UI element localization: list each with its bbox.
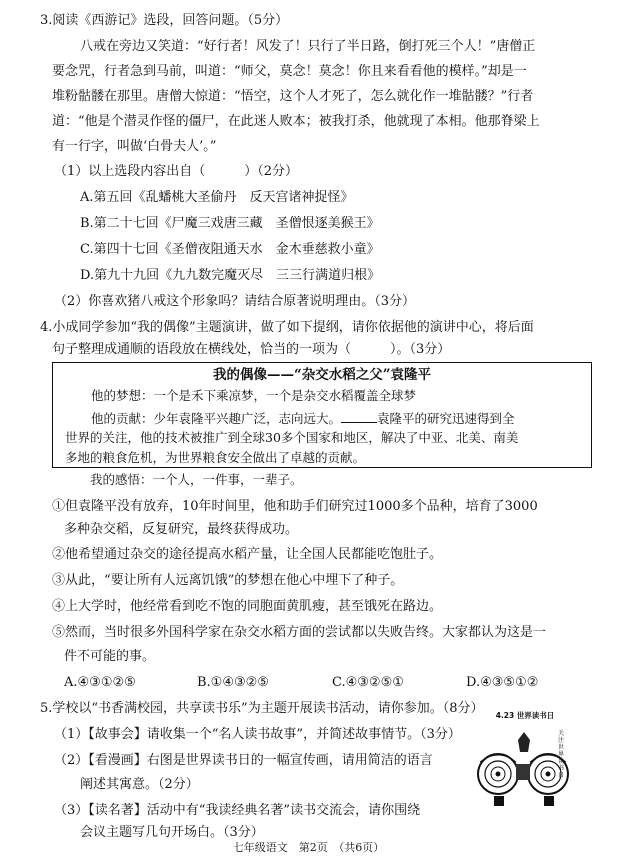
outline-feeling: 我的感悟：一个人，一件事，一辈子。	[90, 472, 303, 487]
outline-contribution-b: 袁隆平的研究迅速得到全	[377, 411, 515, 426]
page-footer: 七年级语文 第2页 （共6页）	[232, 841, 385, 854]
q5-header: 5.学校以“书香满校园，共享读书乐”为主题开展读书活动，请你参加。（8分）	[40, 701, 484, 716]
q4-choice-c: C.④③②⑤①	[332, 675, 404, 690]
q3-passage-line-2: 要念咒，行者急到马前，叫道：“师父，莫念！莫念！你且来看看他的模样。”却是一	[52, 64, 527, 79]
q4-item-5-cont: 件不可能的事。	[64, 649, 156, 664]
q4-header-line-2: 句子整理成通顺的语段放在横线处，恰当的一项为（ ）。（3分）	[52, 342, 451, 357]
q3-passage-line-4: 道：“他是个潜灵作怪的僵尸，在此迷人败本；被我打杀，他就现了本相。他那脊梁上	[52, 114, 540, 129]
q3-passage-line-1: 八戒在旁边又笑道：“好行者！风发了！只行了半日路，倒打死三个人！”唐僧正	[80, 39, 536, 54]
poster-title: 4.23 世界读书日	[495, 711, 555, 720]
q3-sub1: （1）以上选段内容出自（ ）（2分）	[54, 164, 299, 179]
q3-option-a: A.第五回《乱蟠桃大圣偷丹 反天宫诸神捉怪》	[80, 190, 354, 205]
q4-item-1-cont: 多种杂交稻，反复研究，最终获得成功。	[64, 522, 299, 537]
q4-item-3: ③从此，“要让所有人远离饥饿”的梦想在他心中埋下了种子。	[52, 573, 404, 588]
binocular-books-illustration	[460, 712, 590, 812]
q3-option-c: C.第四十七回《圣僧夜阻通天水 金木垂慈救小童》	[80, 242, 380, 257]
poster-vertical-text: 关注世界读书日	[557, 730, 564, 779]
q4-item-5: ⑤然而，当时很多外国科学家在杂交水稻方面的尝试都以失败告终。大家都认为这是一	[52, 625, 547, 640]
q3-passage-line-3: 堆粉骷髅在那里。唐僧大惊道：“悟空，这个人才死了，怎么就化作一堆骷髅？”行者	[52, 89, 534, 104]
outline-contribution-line-3: 多地的粮食危机，为世界粮食安全做出了卓越的贡献。	[65, 450, 366, 465]
outline-contribution-a: 他的贡献：少年袁隆平兴趣广泛，志向远大。	[91, 411, 342, 426]
q3-sub2: （2）你喜欢猪八戒这个形象吗？请结合原著说明理由。（3分）	[54, 294, 416, 309]
outline-title: 我的偶像——“杂交水稻之父”袁隆平	[212, 367, 432, 383]
q4-item-1: ①但袁隆平没有放弃，10年时间里，他和助手们研究过1000多个品种，培育了3000	[52, 499, 538, 514]
outline-dream: 他的梦想：一个是禾下乘凉梦，一个是杂交水稻覆盖全球梦	[91, 388, 417, 403]
q4-header-line-1: 4.小成同学参加“我的偶像”主题演讲，做了如下提纲，请你依据他的演讲中心，将后面	[40, 320, 534, 335]
outline-contribution-line-1	[91, 411, 515, 426]
q5-sub3-line-1: （3）【读名著】活动中有“我读经典名著”读书交流会，请你围绕	[54, 803, 421, 818]
q5-sub1: （1）【故事会】请收集一个“名人读书故事”，并简述故事情节。（3分）	[54, 727, 461, 742]
outline-box	[52, 362, 592, 468]
q4-item-4: ④上大学时，他经常看到吃不饱的同胞面黄肌瘦，甚至饿死在路边。	[52, 599, 443, 614]
q3-passage-line-5: 有一行字，叫做‘白骨夫人’。”	[52, 139, 217, 154]
q5-sub3-line-2: 会议主题写几句开场白。（3分）	[80, 825, 264, 840]
q5-sub2-line-1: （2）【看漫画】右图是世界读书日的一幅宣传画，请用简洁的语言	[54, 753, 433, 768]
q5-sub2-line-2: 阐述其寓意。（2分）	[80, 777, 199, 792]
q4-choice-b: B.①④③②⑤	[197, 675, 269, 690]
q3-option-d: D.第九十九回《九九数完魔灭尽 三三行满道归根》	[80, 268, 381, 283]
q3-option-b: B.第二十七回《尸魔三戏唐三藏 圣僧恨逐美猴王》	[80, 216, 380, 231]
q4-choice-d: D.④③⑤①②	[466, 675, 539, 690]
q3-header: 3.阅读《西游记》选段，回答问题。（5分）	[40, 13, 289, 28]
outline-contribution-line-2: 世界的关注，他的技术被推广到全球30多个国家和地区，解决了中亚、北美、南美	[65, 430, 519, 445]
q4-item-2: ②他希望通过杂交的途径提高水稻产量，让全国人民都能吃饱肚子。	[52, 547, 443, 562]
world-book-day-poster	[460, 712, 590, 812]
q4-choice-a: A.④③①②⑤	[64, 675, 136, 690]
answer-blank	[341, 411, 377, 423]
